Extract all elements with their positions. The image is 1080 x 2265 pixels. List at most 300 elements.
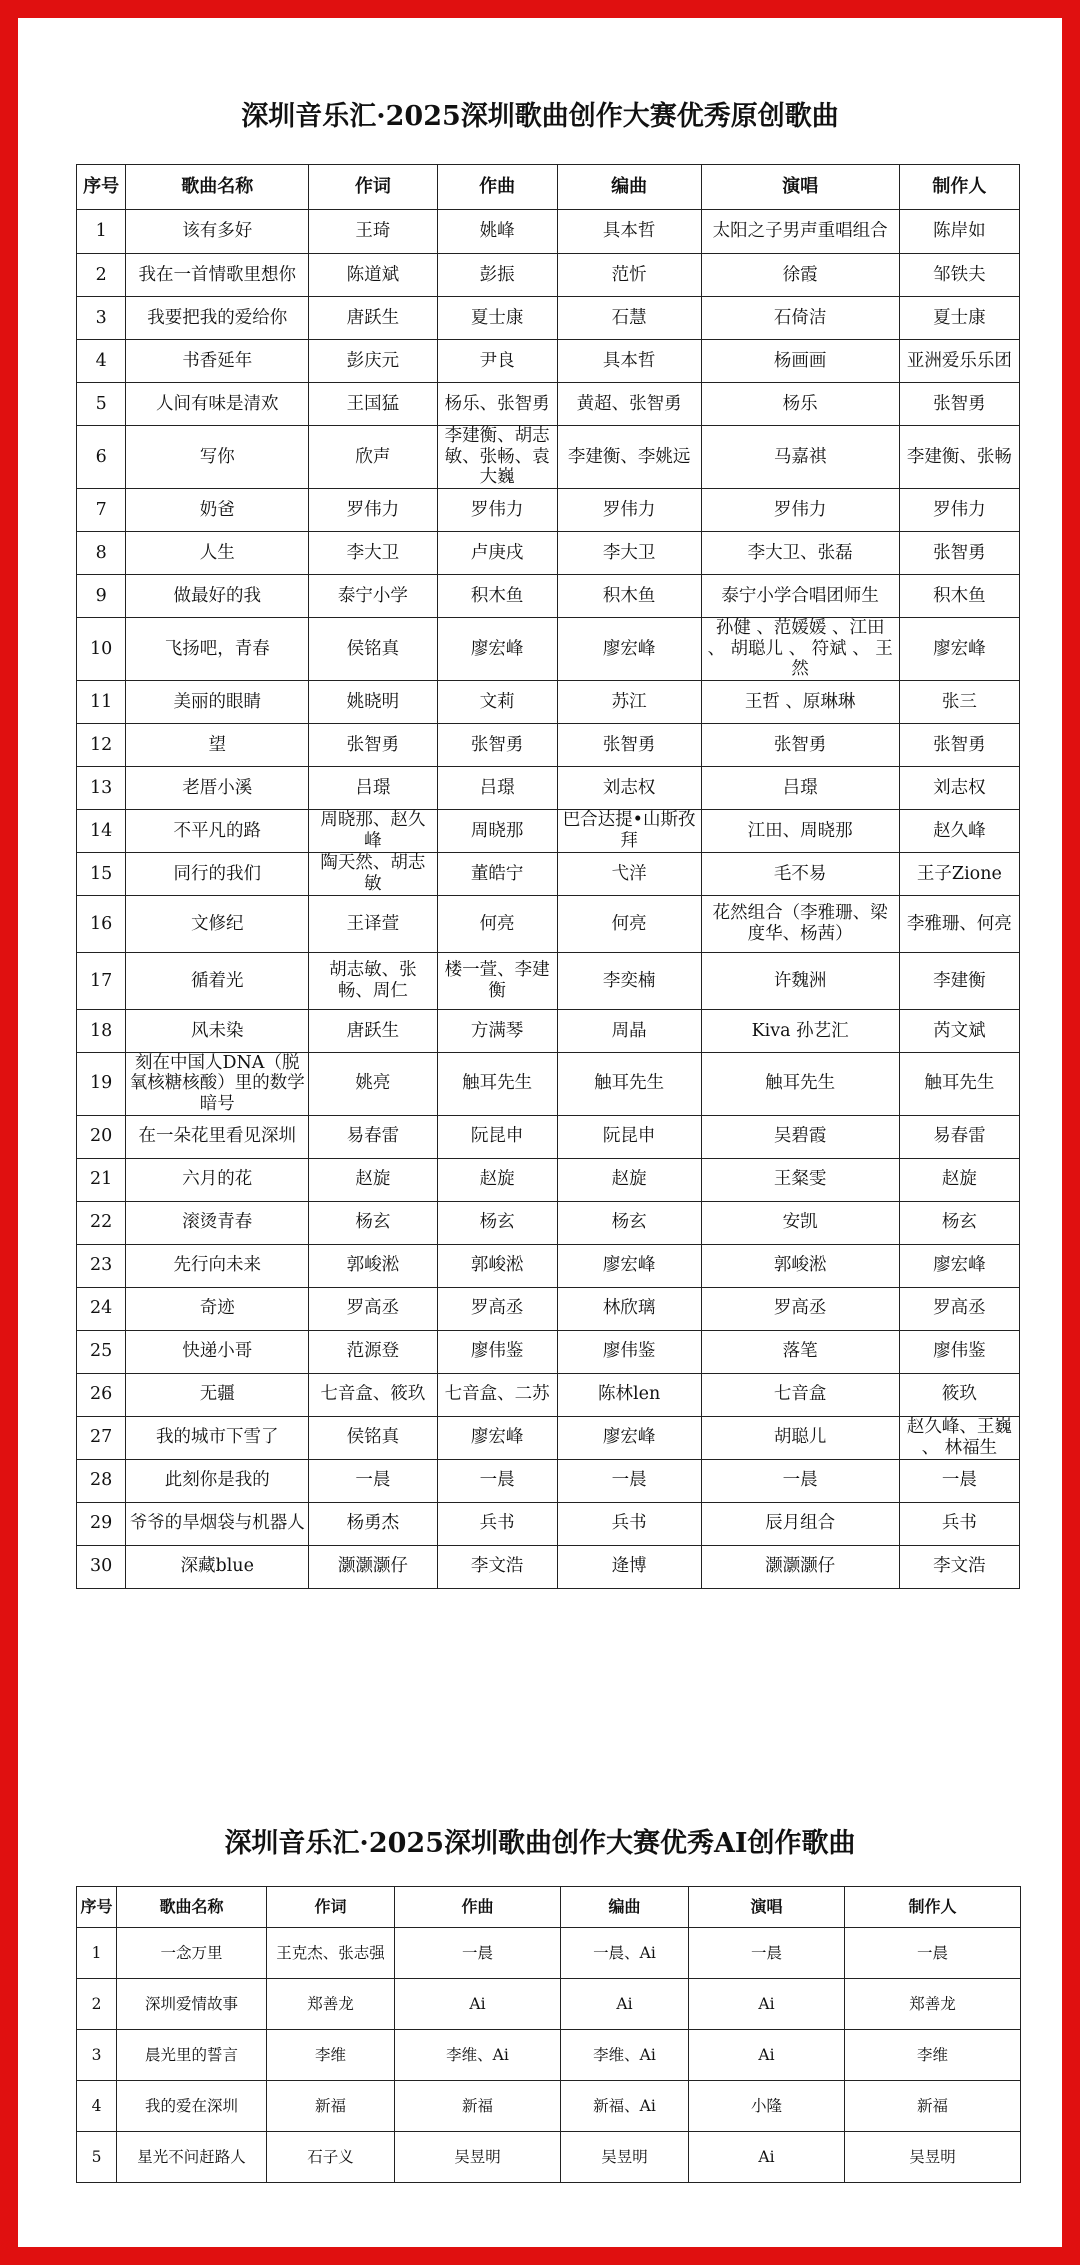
cell-arranger: 阮昆申 bbox=[557, 1115, 701, 1158]
cell-lyricist: 侯铭真 bbox=[309, 617, 437, 680]
cell-lyricist: 杨玄 bbox=[309, 1201, 437, 1244]
table-row bbox=[77, 895, 1020, 952]
cell-arranger: 石慧 bbox=[557, 297, 701, 340]
cell-composer: 新福 bbox=[395, 2081, 561, 2132]
ai-songs-table bbox=[76, 1886, 1021, 2183]
cell-performer: 杨画画 bbox=[701, 340, 899, 383]
cell-composer: 一晨 bbox=[395, 1928, 561, 1979]
cell-arranger: 李维、Ai bbox=[561, 2030, 689, 2081]
cell-song-name: 美丽的眼睛 bbox=[126, 680, 309, 723]
cell-producer: 王子Zione bbox=[899, 852, 1019, 895]
cell-song-name: 一念万里 bbox=[117, 1928, 267, 1979]
cell-producer: 廖伟鉴 bbox=[899, 1330, 1019, 1373]
table-row bbox=[77, 574, 1020, 617]
cell-producer: 张智勇 bbox=[899, 383, 1019, 426]
cell-performer: 许魏洲 bbox=[701, 952, 899, 1009]
cell-performer: 江田、周晓那 bbox=[701, 809, 899, 852]
cell-producer: 触耳先生 bbox=[899, 1052, 1019, 1115]
cell-index: 16 bbox=[77, 895, 126, 952]
cell-song-name: 奶爸 bbox=[126, 488, 309, 531]
cell-producer: 一晨 bbox=[899, 1459, 1019, 1502]
cell-index: 11 bbox=[77, 680, 126, 723]
original-songs-title: 深圳音乐汇·2025深圳歌曲创作大赛优秀原创歌曲 bbox=[241, 101, 839, 132]
cell-song-name: 晨光里的誓言 bbox=[117, 2030, 267, 2081]
cell-composer: 吴昱明 bbox=[395, 2132, 561, 2183]
cell-composer: 周晓那 bbox=[437, 809, 557, 852]
cell-lyricist: 周晓那、赵久峰 bbox=[309, 809, 437, 852]
cell-composer: 兵书 bbox=[437, 1502, 557, 1545]
cell-lyricist: 易春雷 bbox=[309, 1115, 437, 1158]
cell-lyricist: 新福 bbox=[267, 2081, 395, 2132]
cell-producer: 张三 bbox=[899, 680, 1019, 723]
cell-index: 5 bbox=[77, 383, 126, 426]
table-row bbox=[77, 1373, 1020, 1416]
table-row bbox=[77, 2081, 1021, 2132]
cell-producer: 李建衡、张畅 bbox=[899, 426, 1019, 489]
cell-performer: 毛不易 bbox=[701, 852, 899, 895]
cell-arranger: 范忻 bbox=[557, 254, 701, 297]
cell-song-name: 无疆 bbox=[126, 1373, 309, 1416]
cell-index: 9 bbox=[77, 574, 126, 617]
table-row bbox=[77, 1545, 1020, 1588]
cell-performer: 七音盒 bbox=[701, 1373, 899, 1416]
cell-song-name: 风未染 bbox=[126, 1009, 309, 1052]
cell-song-name: 循着光 bbox=[126, 952, 309, 1009]
cell-arranger: 弋洋 bbox=[557, 852, 701, 895]
cell-lyricist: 郭峻淞 bbox=[309, 1244, 437, 1287]
cell-producer: 筱玖 bbox=[899, 1373, 1019, 1416]
table-row bbox=[77, 1928, 1021, 1979]
cell-arranger: 李大卫 bbox=[557, 531, 701, 574]
cell-arranger: 陈林len bbox=[557, 1373, 701, 1416]
cell-performer: 罗高丞 bbox=[701, 1287, 899, 1330]
cell-arranger: 廖宏峰 bbox=[557, 1244, 701, 1287]
cell-producer: 李雅珊、何亮 bbox=[899, 895, 1019, 952]
cell-index: 27 bbox=[77, 1416, 126, 1459]
cell-index: 19 bbox=[77, 1052, 126, 1115]
cell-performer: 辰月组合 bbox=[701, 1502, 899, 1545]
cell-index: 17 bbox=[77, 952, 126, 1009]
cell-arranger: 罗伟力 bbox=[557, 488, 701, 531]
cell-producer: 张智勇 bbox=[899, 531, 1019, 574]
cell-composer: 李维、Ai bbox=[395, 2030, 561, 2081]
cell-song-name: 我的城市下雪了 bbox=[126, 1416, 309, 1459]
cell-lyricist: 彭庆元 bbox=[309, 340, 437, 383]
cell-composer: 何亮 bbox=[437, 895, 557, 952]
cell-lyricist: 王国猛 bbox=[309, 383, 437, 426]
cell-composer: 廖宏峰 bbox=[437, 617, 557, 680]
cell-lyricist: 唐跃生 bbox=[309, 1009, 437, 1052]
cell-index: 21 bbox=[77, 1158, 126, 1201]
cell-index: 4 bbox=[77, 2081, 117, 2132]
cell-arranger: 一晨 bbox=[557, 1459, 701, 1502]
cell-lyricist: 泰宁小学 bbox=[309, 574, 437, 617]
cell-producer: 廖宏峰 bbox=[899, 1244, 1019, 1287]
cell-index: 1 bbox=[77, 1928, 117, 1979]
cell-index: 6 bbox=[77, 426, 126, 489]
cell-lyricist: 郑善龙 bbox=[267, 1979, 395, 2030]
cell-composer: 廖伟鉴 bbox=[437, 1330, 557, 1373]
cell-composer: 卢庚戌 bbox=[437, 531, 557, 574]
cell-lyricist: 陈道斌 bbox=[309, 254, 437, 297]
cell-performer: 太阳之子男声重唱组合 bbox=[701, 210, 899, 254]
cell-performer: 胡聪儿 bbox=[701, 1416, 899, 1459]
cell-arranger: 具本哲 bbox=[557, 340, 701, 383]
header-arranger: 编曲 bbox=[557, 165, 701, 210]
cell-arranger: 杨玄 bbox=[557, 1201, 701, 1244]
cell-composer: 赵旋 bbox=[437, 1158, 557, 1201]
cell-index: 22 bbox=[77, 1201, 126, 1244]
cell-producer: 芮文斌 bbox=[899, 1009, 1019, 1052]
cell-arranger: 廖宏峰 bbox=[557, 1416, 701, 1459]
cell-performer: 李大卫、张磊 bbox=[701, 531, 899, 574]
cell-producer: 赵旋 bbox=[899, 1158, 1019, 1201]
cell-producer: 亚洲爱乐乐团 bbox=[899, 340, 1019, 383]
cell-index: 2 bbox=[77, 254, 126, 297]
cell-performer: 石倚洁 bbox=[701, 297, 899, 340]
cell-song-name: 我要把我的爱给你 bbox=[126, 297, 309, 340]
table-row bbox=[77, 617, 1020, 680]
cell-producer: 刘志权 bbox=[899, 766, 1019, 809]
cell-index: 25 bbox=[77, 1330, 126, 1373]
cell-lyricist: 陶天然、胡志敏 bbox=[309, 852, 437, 895]
header-index: 序号 bbox=[77, 1887, 117, 1928]
header-producer: 制作人 bbox=[899, 165, 1019, 210]
cell-arranger: 触耳先生 bbox=[557, 1052, 701, 1115]
cell-performer: 罗伟力 bbox=[701, 488, 899, 531]
cell-lyricist: 王琦 bbox=[309, 210, 437, 254]
cell-performer: 张智勇 bbox=[701, 723, 899, 766]
cell-song-name: 人生 bbox=[126, 531, 309, 574]
cell-performer: Ai bbox=[689, 2030, 845, 2081]
cell-arranger: 周晶 bbox=[557, 1009, 701, 1052]
cell-song-name: 先行向未来 bbox=[126, 1244, 309, 1287]
cell-song-name: 望 bbox=[126, 723, 309, 766]
cell-index: 29 bbox=[77, 1502, 126, 1545]
cell-lyricist: 姚亮 bbox=[309, 1052, 437, 1115]
cell-index: 3 bbox=[77, 297, 126, 340]
cell-performer: 郭峻淞 bbox=[701, 1244, 899, 1287]
cell-composer: 吕璟 bbox=[437, 766, 557, 809]
cell-composer: 董皓宁 bbox=[437, 852, 557, 895]
table-row bbox=[77, 809, 1020, 852]
cell-lyricist: 范源登 bbox=[309, 1330, 437, 1373]
cell-song-name: 老厝小溪 bbox=[126, 766, 309, 809]
table-row bbox=[77, 1052, 1020, 1115]
cell-song-name: 星光不问赶路人 bbox=[117, 2132, 267, 2183]
cell-composer: 彭振 bbox=[437, 254, 557, 297]
table-row bbox=[77, 2132, 1021, 2183]
table-row bbox=[77, 1459, 1020, 1502]
cell-arranger: 张智勇 bbox=[557, 723, 701, 766]
cell-song-name: 做最好的我 bbox=[126, 574, 309, 617]
cell-producer: 郑善龙 bbox=[845, 1979, 1021, 2030]
cell-performer: 杨乐 bbox=[701, 383, 899, 426]
table-row bbox=[77, 723, 1020, 766]
cell-lyricist: 侯铭真 bbox=[309, 1416, 437, 1459]
table-row bbox=[77, 766, 1020, 809]
cell-performer: 一晨 bbox=[701, 1459, 899, 1502]
cell-lyricist: 胡志敏、张畅、周仁 bbox=[309, 952, 437, 1009]
cell-song-name: 在一朵花里看见深圳 bbox=[126, 1115, 309, 1158]
cell-composer: 罗高丞 bbox=[437, 1287, 557, 1330]
header-arranger: 编曲 bbox=[561, 1887, 689, 1928]
cell-song-name: 该有多好 bbox=[126, 210, 309, 254]
cell-lyricist: 赵旋 bbox=[309, 1158, 437, 1201]
table-row bbox=[77, 1287, 1020, 1330]
header-composer: 作曲 bbox=[437, 165, 557, 210]
cell-lyricist: 张智勇 bbox=[309, 723, 437, 766]
header-lyricist: 作词 bbox=[309, 165, 437, 210]
cell-performer: 马嘉祺 bbox=[701, 426, 899, 489]
ai-songs-body bbox=[77, 1928, 1021, 2183]
original-songs-table bbox=[76, 164, 1020, 1589]
table-row bbox=[77, 2030, 1021, 2081]
cell-performer: 花然组合（李雅珊、梁度华、杨茜） bbox=[701, 895, 899, 952]
table-row bbox=[77, 852, 1020, 895]
cell-index: 28 bbox=[77, 1459, 126, 1502]
cell-song-name: 此刻你是我的 bbox=[126, 1459, 309, 1502]
cell-song-name: 爷爷的旱烟袋与机器人 bbox=[126, 1502, 309, 1545]
cell-lyricist: 灏灏灏仔 bbox=[309, 1545, 437, 1588]
cell-arranger: 李建衡、李姚远 bbox=[557, 426, 701, 489]
header-producer: 制作人 bbox=[845, 1887, 1021, 1928]
cell-producer: 邹铁夫 bbox=[899, 254, 1019, 297]
cell-performer: 触耳先生 bbox=[701, 1052, 899, 1115]
cell-song-name: 快递小哥 bbox=[126, 1330, 309, 1373]
cell-lyricist: 李维 bbox=[267, 2030, 395, 2081]
cell-index: 14 bbox=[77, 809, 126, 852]
header-index: 序号 bbox=[77, 165, 126, 210]
table-row bbox=[77, 210, 1020, 254]
cell-index: 2 bbox=[77, 1979, 117, 2030]
cell-index: 24 bbox=[77, 1287, 126, 1330]
header-song-name: 歌曲名称 bbox=[117, 1887, 267, 1928]
cell-producer: 廖宏峰 bbox=[899, 617, 1019, 680]
cell-song-name: 六月的花 bbox=[126, 1158, 309, 1201]
cell-lyricist: 欣声 bbox=[309, 426, 437, 489]
cell-composer: 廖宏峰 bbox=[437, 1416, 557, 1459]
cell-arranger: 兵书 bbox=[557, 1502, 701, 1545]
cell-producer: 罗伟力 bbox=[899, 488, 1019, 531]
cell-producer: 易春雷 bbox=[899, 1115, 1019, 1158]
cell-arranger: 新福、Ai bbox=[561, 2081, 689, 2132]
table-row bbox=[77, 383, 1020, 426]
cell-song-name: 深圳爱情故事 bbox=[117, 1979, 267, 2030]
cell-index: 4 bbox=[77, 340, 126, 383]
cell-index: 7 bbox=[77, 488, 126, 531]
cell-producer: 一晨 bbox=[845, 1928, 1021, 1979]
cell-producer: 李文浩 bbox=[899, 1545, 1019, 1588]
cell-song-name: 书香延年 bbox=[126, 340, 309, 383]
table-row bbox=[77, 488, 1020, 531]
cell-song-name: 滚烫青春 bbox=[126, 1201, 309, 1244]
cell-index: 5 bbox=[77, 2132, 117, 2183]
table-row bbox=[77, 1979, 1021, 2030]
cell-producer: 积木鱼 bbox=[899, 574, 1019, 617]
cell-performer: 小隆 bbox=[689, 2081, 845, 2132]
cell-performer: 泰宁小学合唱团师生 bbox=[701, 574, 899, 617]
cell-lyricist: 罗伟力 bbox=[309, 488, 437, 531]
cell-index: 15 bbox=[77, 852, 126, 895]
cell-index: 10 bbox=[77, 617, 126, 680]
cell-arranger: 吴昱明 bbox=[561, 2132, 689, 2183]
cell-composer: 郭峻淞 bbox=[437, 1244, 557, 1287]
table-row bbox=[77, 1115, 1020, 1158]
cell-index: 26 bbox=[77, 1373, 126, 1416]
cell-song-name: 我的爱在深圳 bbox=[117, 2081, 267, 2132]
cell-lyricist: 吕璟 bbox=[309, 766, 437, 809]
cell-performer: 吴碧霞 bbox=[701, 1115, 899, 1158]
cell-song-name: 飞扬吧，青春 bbox=[126, 617, 309, 680]
cell-song-name: 同行的我们 bbox=[126, 852, 309, 895]
table-row bbox=[77, 1330, 1020, 1373]
cell-composer: 七音盒、二苏 bbox=[437, 1373, 557, 1416]
cell-song-name: 文修纪 bbox=[126, 895, 309, 952]
cell-song-name: 人间有味是清欢 bbox=[126, 383, 309, 426]
table-row bbox=[77, 1009, 1020, 1052]
cell-producer: 李维 bbox=[845, 2030, 1021, 2081]
cell-index: 18 bbox=[77, 1009, 126, 1052]
cell-composer: 一晨 bbox=[437, 1459, 557, 1502]
cell-arranger: 刘志权 bbox=[557, 766, 701, 809]
cell-lyricist: 王克杰、张志强 bbox=[267, 1928, 395, 1979]
cell-arranger: 积木鱼 bbox=[557, 574, 701, 617]
cell-arranger: 巴合达提•山斯孜拜 bbox=[557, 809, 701, 852]
cell-performer: Ai bbox=[689, 1979, 845, 2030]
cell-producer: 新福 bbox=[845, 2081, 1021, 2132]
cell-index: 23 bbox=[77, 1244, 126, 1287]
document-sheet bbox=[18, 18, 1062, 2247]
cell-performer: Kiva 孙艺汇 bbox=[701, 1009, 899, 1052]
cell-composer: 方满琴 bbox=[437, 1009, 557, 1052]
cell-producer: 陈岸如 bbox=[899, 210, 1019, 254]
cell-lyricist: 杨勇杰 bbox=[309, 1502, 437, 1545]
table-row bbox=[77, 1158, 1020, 1201]
header-song-name: 歌曲名称 bbox=[126, 165, 309, 210]
cell-composer: 姚峰 bbox=[437, 210, 557, 254]
cell-arranger: Ai bbox=[561, 1979, 689, 2030]
cell-song-name: 不平凡的路 bbox=[126, 809, 309, 852]
table-row bbox=[77, 1416, 1020, 1459]
cell-producer: 罗高丞 bbox=[899, 1287, 1019, 1330]
cell-arranger: 黄超、张智勇 bbox=[557, 383, 701, 426]
cell-lyricist: 石子义 bbox=[267, 2132, 395, 2183]
cell-song-name: 我在一首情歌里想你 bbox=[126, 254, 309, 297]
cell-producer: 兵书 bbox=[899, 1502, 1019, 1545]
cell-song-name: 刻在中国人DNA（脱氧核糖核酸）里的数学暗号 bbox=[126, 1052, 309, 1115]
cell-composer: 文莉 bbox=[437, 680, 557, 723]
cell-index: 1 bbox=[77, 210, 126, 254]
cell-lyricist: 王译萱 bbox=[309, 895, 437, 952]
cell-composer: 杨乐、张智勇 bbox=[437, 383, 557, 426]
cell-performer: 落笔 bbox=[701, 1330, 899, 1373]
table-row bbox=[77, 1502, 1020, 1545]
cell-index: 3 bbox=[77, 2030, 117, 2081]
cell-producer: 夏士康 bbox=[899, 297, 1019, 340]
cell-performer: 吕璟 bbox=[701, 766, 899, 809]
table-row bbox=[77, 340, 1020, 383]
cell-producer: 赵久峰 bbox=[899, 809, 1019, 852]
cell-arranger: 苏江 bbox=[557, 680, 701, 723]
cell-composer: Ai bbox=[395, 1979, 561, 2030]
cell-arranger: 赵旋 bbox=[557, 1158, 701, 1201]
header-lyricist: 作词 bbox=[267, 1887, 395, 1928]
ai-songs-title: 深圳音乐汇·2025深圳歌曲创作大赛优秀AI创作歌曲 bbox=[224, 1828, 856, 1859]
cell-producer: 吴昱明 bbox=[845, 2132, 1021, 2183]
cell-performer: 孙健 、范媛媛 、江田 、 胡聪儿 、 符斌 、 王然 bbox=[701, 617, 899, 680]
cell-performer: 徐霞 bbox=[701, 254, 899, 297]
cell-index: 30 bbox=[77, 1545, 126, 1588]
cell-song-name: 写你 bbox=[126, 426, 309, 489]
cell-index: 8 bbox=[77, 531, 126, 574]
cell-lyricist: 一晨 bbox=[309, 1459, 437, 1502]
table-header-row bbox=[77, 165, 1020, 210]
table-row bbox=[77, 254, 1020, 297]
cell-arranger: 何亮 bbox=[557, 895, 701, 952]
cell-performer: 王粲雯 bbox=[701, 1158, 899, 1201]
table-row bbox=[77, 426, 1020, 489]
cell-composer: 李文浩 bbox=[437, 1545, 557, 1588]
cell-lyricist: 罗高丞 bbox=[309, 1287, 437, 1330]
cell-performer: Ai bbox=[689, 2132, 845, 2183]
cell-composer: 夏士康 bbox=[437, 297, 557, 340]
cell-composer: 尹良 bbox=[437, 340, 557, 383]
cell-producer: 张智勇 bbox=[899, 723, 1019, 766]
cell-index: 20 bbox=[77, 1115, 126, 1158]
cell-producer: 赵久峰、王巍 、 林福生 bbox=[899, 1416, 1019, 1459]
cell-arranger: 李奕楠 bbox=[557, 952, 701, 1009]
cell-lyricist: 唐跃生 bbox=[309, 297, 437, 340]
cell-composer: 积木鱼 bbox=[437, 574, 557, 617]
cell-arranger: 具本哲 bbox=[557, 210, 701, 254]
cell-arranger: 逄博 bbox=[557, 1545, 701, 1588]
cell-composer: 触耳先生 bbox=[437, 1052, 557, 1115]
header-performer: 演唱 bbox=[689, 1887, 845, 1928]
cell-performer: 安凯 bbox=[701, 1201, 899, 1244]
cell-index: 12 bbox=[77, 723, 126, 766]
original-songs-body bbox=[77, 210, 1020, 1589]
cell-performer: 一晨 bbox=[689, 1928, 845, 1979]
cell-lyricist: 姚晓明 bbox=[309, 680, 437, 723]
cell-composer: 张智勇 bbox=[437, 723, 557, 766]
cell-arranger: 林欣璃 bbox=[557, 1287, 701, 1330]
cell-index: 13 bbox=[77, 766, 126, 809]
cell-composer: 阮昆申 bbox=[437, 1115, 557, 1158]
cell-performer: 王哲 、原琳琳 bbox=[701, 680, 899, 723]
cell-lyricist: 李大卫 bbox=[309, 531, 437, 574]
cell-lyricist: 七音盒、筱玖 bbox=[309, 1373, 437, 1416]
cell-arranger: 廖宏峰 bbox=[557, 617, 701, 680]
table-row bbox=[77, 1244, 1020, 1287]
header-performer: 演唱 bbox=[701, 165, 899, 210]
cell-arranger: 一晨、Ai bbox=[561, 1928, 689, 1979]
cell-performer: 灏灏灏仔 bbox=[701, 1545, 899, 1588]
table-row bbox=[77, 297, 1020, 340]
cell-composer: 杨玄 bbox=[437, 1201, 557, 1244]
cell-arranger: 廖伟鉴 bbox=[557, 1330, 701, 1373]
cell-composer: 楼一萱、李建衡 bbox=[437, 952, 557, 1009]
cell-producer: 李建衡 bbox=[899, 952, 1019, 1009]
cell-composer: 罗伟力 bbox=[437, 488, 557, 531]
table-row bbox=[77, 1201, 1020, 1244]
cell-song-name: 深藏blue bbox=[126, 1545, 309, 1588]
cell-song-name: 奇迹 bbox=[126, 1287, 309, 1330]
table-header-row bbox=[77, 1887, 1021, 1928]
cell-producer: 杨玄 bbox=[899, 1201, 1019, 1244]
header-composer: 作曲 bbox=[395, 1887, 561, 1928]
table-row bbox=[77, 952, 1020, 1009]
